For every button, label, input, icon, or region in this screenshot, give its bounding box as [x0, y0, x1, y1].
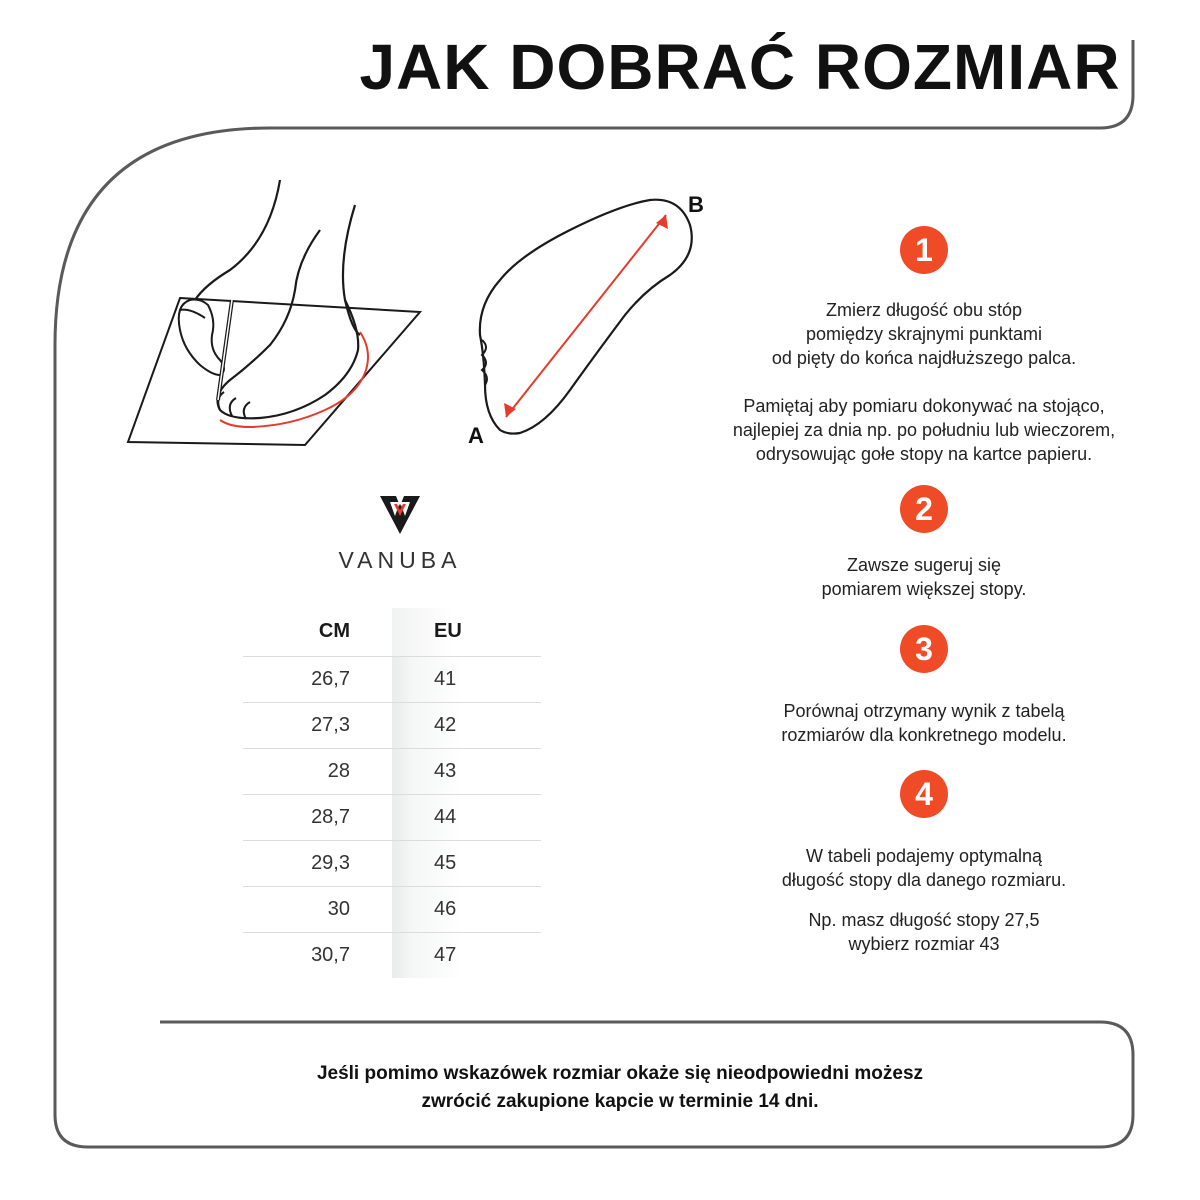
cm-cell: 28,7: [243, 794, 392, 840]
point-a-label: A: [468, 423, 484, 448]
step-number-badge: 4: [900, 770, 948, 818]
step-4: [690, 770, 1158, 956]
brand-name: VANUBA: [338, 547, 462, 573]
step-text: Zawsze sugeruj się: [846, 555, 1002, 575]
column-header-cm: CM: [318, 620, 350, 643]
table-row: [243, 702, 541, 748]
eu-cell: 45: [392, 840, 541, 886]
eu-cell: 43: [392, 748, 541, 794]
step-text: odrysowując gołe stopy na kartce papieru.: [755, 444, 1093, 464]
step-text: Porównaj otrzymany wynik z tabelą: [783, 701, 1065, 721]
size-table: [243, 608, 541, 978]
brand-logo: [300, 492, 500, 574]
footer-line: Jeśli pomimo wskazówek rozmiar okaże się nieodpowiedni możesz: [316, 1063, 924, 1084]
step-text: Zmierz długość obu stóp: [825, 300, 1023, 320]
step-text: wybierz rozmiar 43: [848, 934, 1000, 954]
step-text: Np. masz długość stopy 27,5: [808, 910, 1040, 930]
table-row: [243, 656, 541, 702]
step-text: pomiędzy skrajnymi punktami: [805, 324, 1043, 344]
foot-tracing-illustration: [120, 170, 450, 460]
cm-cell: 28: [243, 748, 392, 794]
table-row: [243, 840, 541, 886]
step-text: Pamiętaj aby pomiaru dokonywać na stojąco,: [743, 396, 1105, 416]
eu-cell: 46: [392, 886, 541, 932]
step-text: rozmiarów dla konkretnego modelu.: [781, 725, 1067, 745]
foot-measure-diagram: [460, 185, 720, 455]
cm-cell: 30,7: [243, 932, 392, 978]
eu-cell: 44: [392, 794, 541, 840]
cm-cell: 30: [243, 886, 392, 932]
table-row: [243, 932, 541, 978]
step-number-badge: 1: [900, 226, 948, 274]
footer-line: zwrócić zakupione kapcie w terminie 14 dni.: [421, 1091, 819, 1112]
step-text: W tabeli podajemy optymalną: [805, 846, 1043, 866]
cm-cell: 26,7: [243, 656, 392, 702]
step-2: [690, 485, 1158, 601]
step-text: długość stopy dla danego rozmiaru.: [781, 870, 1067, 890]
table-row: [243, 886, 541, 932]
size-table-header: [243, 608, 541, 656]
cm-cell: 27,3: [243, 702, 392, 748]
page-title: JAK DOBRAĆ ROZMIAR: [359, 31, 1121, 103]
return-policy-note: [160, 1060, 1080, 1116]
step-number-badge: 3: [900, 625, 948, 673]
point-b-label: B: [688, 192, 704, 217]
step-text: najlepiej za dnia np. po południu lub wieczorem,: [732, 420, 1116, 440]
eu-cell: 42: [392, 702, 541, 748]
step-text: od pięty do końca najdłuższego palca.: [771, 348, 1077, 368]
step-text: pomiarem większej stopy.: [821, 579, 1027, 599]
column-header-eu: EU: [392, 608, 541, 656]
step-1: [690, 226, 1158, 466]
cm-cell: 29,3: [243, 840, 392, 886]
vanuba-logo-icon: [378, 492, 422, 536]
table-row: [243, 794, 541, 840]
eu-cell: 47: [392, 932, 541, 978]
step-3: [690, 625, 1158, 747]
step-number-badge: 2: [900, 485, 948, 533]
eu-cell: 41: [392, 656, 541, 702]
table-row: [243, 748, 541, 794]
